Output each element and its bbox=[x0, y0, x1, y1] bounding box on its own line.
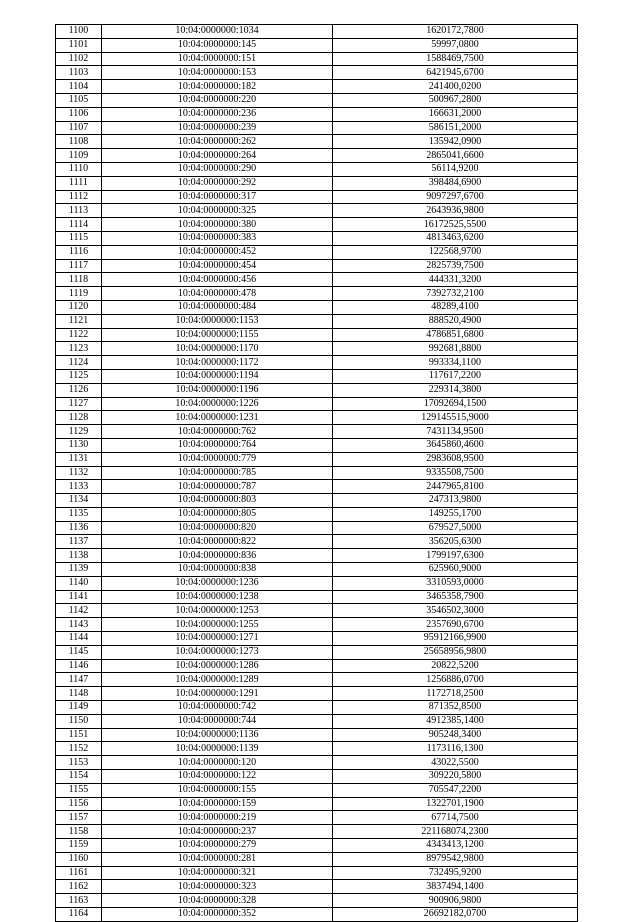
cadastral-number-cell: 10:04:0000000:742 bbox=[102, 701, 333, 715]
cadastral-number-cell: 10:04:0000000:1271 bbox=[102, 632, 333, 646]
cadastral-number-cell: 10:04:0000000:838 bbox=[102, 563, 333, 577]
cadastral-number-cell: 10:04:0000000:279 bbox=[102, 839, 333, 853]
value-cell: 888520,4900 bbox=[333, 314, 578, 328]
table-row bbox=[56, 66, 578, 80]
table-row bbox=[56, 576, 578, 590]
parcel-value-table bbox=[55, 24, 578, 922]
table-row bbox=[56, 80, 578, 94]
value-cell: 117617,2200 bbox=[333, 369, 578, 383]
value-cell: 1799197,6300 bbox=[333, 549, 578, 563]
row-number-cell: 1152 bbox=[56, 742, 102, 756]
value-cell: 444331,3200 bbox=[333, 273, 578, 287]
value-cell: 149255,1700 bbox=[333, 507, 578, 521]
table-row bbox=[56, 342, 578, 356]
table-row bbox=[56, 369, 578, 383]
row-number-cell: 1128 bbox=[56, 411, 102, 425]
table-row bbox=[56, 273, 578, 287]
value-cell: 9097297,6700 bbox=[333, 190, 578, 204]
cadastral-number-cell: 10:04:0000000:328 bbox=[102, 894, 333, 908]
value-cell: 7392732,2100 bbox=[333, 287, 578, 301]
cadastral-number-cell: 10:04:0000000:262 bbox=[102, 135, 333, 149]
value-cell: 625960,9000 bbox=[333, 563, 578, 577]
table-row bbox=[56, 507, 578, 521]
table-row bbox=[56, 852, 578, 866]
table-row bbox=[56, 25, 578, 39]
row-number-cell: 1114 bbox=[56, 218, 102, 232]
value-cell: 43022,5500 bbox=[333, 756, 578, 770]
row-number-cell: 1135 bbox=[56, 507, 102, 521]
table-row bbox=[56, 162, 578, 176]
table-row bbox=[56, 383, 578, 397]
value-cell: 1322701,1900 bbox=[333, 797, 578, 811]
cadastral-number-cell: 10:04:0000000:317 bbox=[102, 190, 333, 204]
cadastral-number-cell: 10:04:0000000:220 bbox=[102, 93, 333, 107]
cadastral-number-cell: 10:04:0000000:321 bbox=[102, 866, 333, 880]
row-number-cell: 1134 bbox=[56, 494, 102, 508]
row-number-cell: 1137 bbox=[56, 535, 102, 549]
value-cell: 309220,5800 bbox=[333, 770, 578, 784]
cadastral-number-cell: 10:04:0000000:822 bbox=[102, 535, 333, 549]
value-cell: 992681,8800 bbox=[333, 342, 578, 356]
row-number-cell: 1125 bbox=[56, 369, 102, 383]
table-row bbox=[56, 245, 578, 259]
table-row bbox=[56, 438, 578, 452]
table-row bbox=[56, 728, 578, 742]
row-number-cell: 1108 bbox=[56, 135, 102, 149]
row-number-cell: 1150 bbox=[56, 714, 102, 728]
value-cell: 3310593,0000 bbox=[333, 576, 578, 590]
row-number-cell: 1158 bbox=[56, 825, 102, 839]
cadastral-number-cell: 10:04:0000000:785 bbox=[102, 466, 333, 480]
cadastral-number-cell: 10:04:0000000:452 bbox=[102, 245, 333, 259]
row-number-cell: 1141 bbox=[56, 590, 102, 604]
table-row bbox=[56, 563, 578, 577]
table-row bbox=[56, 466, 578, 480]
row-number-cell: 1116 bbox=[56, 245, 102, 259]
table-row bbox=[56, 894, 578, 908]
cadastral-number-cell: 10:04:0000000:1153 bbox=[102, 314, 333, 328]
value-cell: 871352,8500 bbox=[333, 701, 578, 715]
row-number-cell: 1139 bbox=[56, 563, 102, 577]
value-cell: 122568,9700 bbox=[333, 245, 578, 259]
table-row bbox=[56, 52, 578, 66]
table-row bbox=[56, 38, 578, 52]
cadastral-number-cell: 10:04:0000000:1291 bbox=[102, 687, 333, 701]
cadastral-number-cell: 10:04:0000000:1172 bbox=[102, 356, 333, 370]
row-number-cell: 1160 bbox=[56, 852, 102, 866]
value-cell: 1172718,2500 bbox=[333, 687, 578, 701]
cadastral-number-cell: 10:04:0000000:803 bbox=[102, 494, 333, 508]
table-row bbox=[56, 425, 578, 439]
value-cell: 2865041,6600 bbox=[333, 149, 578, 163]
row-number-cell: 1131 bbox=[56, 452, 102, 466]
value-cell: 2825739,7500 bbox=[333, 259, 578, 273]
value-cell: 166631,2000 bbox=[333, 107, 578, 121]
value-cell: 221168074,2300 bbox=[333, 825, 578, 839]
row-number-cell: 1159 bbox=[56, 839, 102, 853]
cadastral-number-cell: 10:04:0000000:151 bbox=[102, 52, 333, 66]
table-row bbox=[56, 328, 578, 342]
row-number-cell: 1112 bbox=[56, 190, 102, 204]
value-cell: 3837494,1400 bbox=[333, 880, 578, 894]
row-number-cell: 1157 bbox=[56, 811, 102, 825]
cadastral-number-cell: 10:04:0000000:290 bbox=[102, 162, 333, 176]
cadastral-number-cell: 10:04:0000000:122 bbox=[102, 770, 333, 784]
cadastral-number-cell: 10:04:0000000:1289 bbox=[102, 673, 333, 687]
table-row bbox=[56, 742, 578, 756]
row-number-cell: 1101 bbox=[56, 38, 102, 52]
table-row bbox=[56, 93, 578, 107]
table-row bbox=[56, 535, 578, 549]
cadastral-number-cell: 10:04:0000000:159 bbox=[102, 797, 333, 811]
table-body bbox=[56, 25, 578, 922]
table-row bbox=[56, 701, 578, 715]
row-number-cell: 1100 bbox=[56, 25, 102, 39]
table-row bbox=[56, 411, 578, 425]
value-cell: 229314,3800 bbox=[333, 383, 578, 397]
row-number-cell: 1111 bbox=[56, 176, 102, 190]
value-cell: 500967,2800 bbox=[333, 93, 578, 107]
row-number-cell: 1107 bbox=[56, 121, 102, 135]
cadastral-number-cell: 10:04:0000000:1170 bbox=[102, 342, 333, 356]
row-number-cell: 1130 bbox=[56, 438, 102, 452]
value-cell: 129145515,9000 bbox=[333, 411, 578, 425]
cadastral-number-cell: 10:04:0000000:236 bbox=[102, 107, 333, 121]
cadastral-number-cell: 10:04:0000000:787 bbox=[102, 480, 333, 494]
value-cell: 25658956,9800 bbox=[333, 645, 578, 659]
cadastral-number-cell: 10:04:0000000:325 bbox=[102, 204, 333, 218]
cadastral-number-cell: 10:04:0000000:237 bbox=[102, 825, 333, 839]
table-row bbox=[56, 811, 578, 825]
table-row bbox=[56, 521, 578, 535]
table-row bbox=[56, 494, 578, 508]
value-cell: 6421945,6700 bbox=[333, 66, 578, 80]
value-cell: 4343413,1200 bbox=[333, 839, 578, 853]
table-row bbox=[56, 480, 578, 494]
table-row bbox=[56, 839, 578, 853]
cadastral-number-cell: 10:04:0000000:264 bbox=[102, 149, 333, 163]
row-number-cell: 1122 bbox=[56, 328, 102, 342]
row-number-cell: 1121 bbox=[56, 314, 102, 328]
row-number-cell: 1110 bbox=[56, 162, 102, 176]
row-number-cell: 1138 bbox=[56, 549, 102, 563]
value-cell: 20822,5200 bbox=[333, 659, 578, 673]
table-row bbox=[56, 204, 578, 218]
table-row bbox=[56, 356, 578, 370]
cadastral-number-cell: 10:04:0000000:744 bbox=[102, 714, 333, 728]
cadastral-number-cell: 10:04:0000000:182 bbox=[102, 80, 333, 94]
value-cell: 48289,4100 bbox=[333, 300, 578, 314]
cadastral-number-cell: 10:04:0000000:292 bbox=[102, 176, 333, 190]
table-row bbox=[56, 590, 578, 604]
table-row bbox=[56, 259, 578, 273]
cadastral-number-cell: 10:04:0000000:383 bbox=[102, 231, 333, 245]
value-cell: 247313,9800 bbox=[333, 494, 578, 508]
cadastral-number-cell: 10:04:0000000:478 bbox=[102, 287, 333, 301]
table-row bbox=[56, 687, 578, 701]
cadastral-number-cell: 10:04:0000000:764 bbox=[102, 438, 333, 452]
table-row bbox=[56, 783, 578, 797]
table-row bbox=[56, 190, 578, 204]
cadastral-number-cell: 10:04:0000000:239 bbox=[102, 121, 333, 135]
value-cell: 705547,2200 bbox=[333, 783, 578, 797]
value-cell: 900906,9800 bbox=[333, 894, 578, 908]
row-number-cell: 1148 bbox=[56, 687, 102, 701]
table-row bbox=[56, 756, 578, 770]
value-cell: 56114,9200 bbox=[333, 162, 578, 176]
cadastral-number-cell: 10:04:0000000:1155 bbox=[102, 328, 333, 342]
value-cell: 241400,0200 bbox=[333, 80, 578, 94]
cadastral-number-cell: 10:04:0000000:1231 bbox=[102, 411, 333, 425]
cadastral-number-cell: 10:04:0000000:456 bbox=[102, 273, 333, 287]
row-number-cell: 1161 bbox=[56, 866, 102, 880]
cadastral-number-cell: 10:04:0000000:484 bbox=[102, 300, 333, 314]
value-cell: 732495,9200 bbox=[333, 866, 578, 880]
table-row bbox=[56, 300, 578, 314]
row-number-cell: 1153 bbox=[56, 756, 102, 770]
cadastral-number-cell: 10:04:0000000:1238 bbox=[102, 590, 333, 604]
row-number-cell: 1126 bbox=[56, 383, 102, 397]
table-row bbox=[56, 770, 578, 784]
row-number-cell: 1151 bbox=[56, 728, 102, 742]
row-number-cell: 1120 bbox=[56, 300, 102, 314]
row-number-cell: 1113 bbox=[56, 204, 102, 218]
cadastral-number-cell: 10:04:0000000:762 bbox=[102, 425, 333, 439]
table-row bbox=[56, 397, 578, 411]
cadastral-number-cell: 10:04:0000000:1136 bbox=[102, 728, 333, 742]
table-row bbox=[56, 632, 578, 646]
cadastral-number-cell: 10:04:0000000:1194 bbox=[102, 369, 333, 383]
row-number-cell: 1155 bbox=[56, 783, 102, 797]
value-cell: 26692182,0700 bbox=[333, 908, 578, 922]
value-cell: 586151,2000 bbox=[333, 121, 578, 135]
value-cell: 2983608,9500 bbox=[333, 452, 578, 466]
row-number-cell: 1136 bbox=[56, 521, 102, 535]
value-cell: 356205,6300 bbox=[333, 535, 578, 549]
value-cell: 2643936,9800 bbox=[333, 204, 578, 218]
value-cell: 16172525,5500 bbox=[333, 218, 578, 232]
value-cell: 67714,7500 bbox=[333, 811, 578, 825]
cadastral-number-cell: 10:04:0000000:1236 bbox=[102, 576, 333, 590]
cadastral-number-cell: 10:04:0000000:454 bbox=[102, 259, 333, 273]
row-number-cell: 1145 bbox=[56, 645, 102, 659]
table-row bbox=[56, 149, 578, 163]
cadastral-number-cell: 10:04:0000000:1139 bbox=[102, 742, 333, 756]
row-number-cell: 1149 bbox=[56, 701, 102, 715]
cadastral-number-cell: 10:04:0000000:281 bbox=[102, 852, 333, 866]
cadastral-number-cell: 10:04:0000000:120 bbox=[102, 756, 333, 770]
row-number-cell: 1146 bbox=[56, 659, 102, 673]
row-number-cell: 1117 bbox=[56, 259, 102, 273]
table-row bbox=[56, 314, 578, 328]
row-number-cell: 1118 bbox=[56, 273, 102, 287]
row-number-cell: 1133 bbox=[56, 480, 102, 494]
row-number-cell: 1143 bbox=[56, 618, 102, 632]
row-number-cell: 1164 bbox=[56, 908, 102, 922]
row-number-cell: 1123 bbox=[56, 342, 102, 356]
value-cell: 1588469,7500 bbox=[333, 52, 578, 66]
row-number-cell: 1163 bbox=[56, 894, 102, 908]
row-number-cell: 1115 bbox=[56, 231, 102, 245]
value-cell: 1620172,7800 bbox=[333, 25, 578, 39]
value-cell: 2357690,6700 bbox=[333, 618, 578, 632]
value-cell: 679527,5000 bbox=[333, 521, 578, 535]
value-cell: 17092694,1500 bbox=[333, 397, 578, 411]
cadastral-number-cell: 10:04:0000000:1273 bbox=[102, 645, 333, 659]
row-number-cell: 1127 bbox=[56, 397, 102, 411]
table-row bbox=[56, 231, 578, 245]
value-cell: 993334,1100 bbox=[333, 356, 578, 370]
cadastral-number-cell: 10:04:0000000:153 bbox=[102, 66, 333, 80]
value-cell: 95912166,9900 bbox=[333, 632, 578, 646]
table-row bbox=[56, 908, 578, 922]
row-number-cell: 1124 bbox=[56, 356, 102, 370]
cadastral-number-cell: 10:04:0000000:1226 bbox=[102, 397, 333, 411]
cadastral-number-cell: 10:04:0000000:1196 bbox=[102, 383, 333, 397]
value-cell: 1173116,1300 bbox=[333, 742, 578, 756]
cadastral-number-cell: 10:04:0000000:352 bbox=[102, 908, 333, 922]
value-cell: 2447965,8100 bbox=[333, 480, 578, 494]
value-cell: 59997,0800 bbox=[333, 38, 578, 52]
value-cell: 7431134,9500 bbox=[333, 425, 578, 439]
value-cell: 3546502,3000 bbox=[333, 604, 578, 618]
row-number-cell: 1106 bbox=[56, 107, 102, 121]
table-row bbox=[56, 107, 578, 121]
table-row bbox=[56, 866, 578, 880]
value-cell: 9335508,7500 bbox=[333, 466, 578, 480]
table-row bbox=[56, 797, 578, 811]
table-row bbox=[56, 452, 578, 466]
row-number-cell: 1132 bbox=[56, 466, 102, 480]
cadastral-number-cell: 10:04:0000000:1255 bbox=[102, 618, 333, 632]
table-row bbox=[56, 604, 578, 618]
value-cell: 1256886,0700 bbox=[333, 673, 578, 687]
table-row bbox=[56, 645, 578, 659]
row-number-cell: 1109 bbox=[56, 149, 102, 163]
table-row bbox=[56, 549, 578, 563]
cadastral-number-cell: 10:04:0000000:219 bbox=[102, 811, 333, 825]
value-cell: 8979542,9800 bbox=[333, 852, 578, 866]
cadastral-number-cell: 10:04:0000000:1286 bbox=[102, 659, 333, 673]
row-number-cell: 1104 bbox=[56, 80, 102, 94]
value-cell: 398484,6900 bbox=[333, 176, 578, 190]
cadastral-number-cell: 10:04:0000000:1034 bbox=[102, 25, 333, 39]
row-number-cell: 1147 bbox=[56, 673, 102, 687]
row-number-cell: 1103 bbox=[56, 66, 102, 80]
cadastral-number-cell: 10:04:0000000:779 bbox=[102, 452, 333, 466]
row-number-cell: 1102 bbox=[56, 52, 102, 66]
cadastral-number-cell: 10:04:0000000:836 bbox=[102, 549, 333, 563]
cadastral-number-cell: 10:04:0000000:820 bbox=[102, 521, 333, 535]
cadastral-number-cell: 10:04:0000000:145 bbox=[102, 38, 333, 52]
cadastral-number-cell: 10:04:0000000:155 bbox=[102, 783, 333, 797]
table-row bbox=[56, 218, 578, 232]
table-row bbox=[56, 287, 578, 301]
table-row bbox=[56, 880, 578, 894]
table-row bbox=[56, 673, 578, 687]
row-number-cell: 1154 bbox=[56, 770, 102, 784]
value-cell: 135942,0900 bbox=[333, 135, 578, 149]
value-cell: 4813463,6200 bbox=[333, 231, 578, 245]
value-cell: 3465358,7900 bbox=[333, 590, 578, 604]
cadastral-number-cell: 10:04:0000000:1253 bbox=[102, 604, 333, 618]
table-row bbox=[56, 825, 578, 839]
value-cell: 3645860,4600 bbox=[333, 438, 578, 452]
row-number-cell: 1129 bbox=[56, 425, 102, 439]
table-row bbox=[56, 714, 578, 728]
table-row bbox=[56, 659, 578, 673]
row-number-cell: 1144 bbox=[56, 632, 102, 646]
table-row bbox=[56, 121, 578, 135]
cadastral-number-cell: 10:04:0000000:805 bbox=[102, 507, 333, 521]
table-row bbox=[56, 176, 578, 190]
row-number-cell: 1140 bbox=[56, 576, 102, 590]
row-number-cell: 1142 bbox=[56, 604, 102, 618]
value-cell: 4786851,6800 bbox=[333, 328, 578, 342]
value-cell: 4912385,1400 bbox=[333, 714, 578, 728]
value-cell: 905248,3400 bbox=[333, 728, 578, 742]
row-number-cell: 1119 bbox=[56, 287, 102, 301]
row-number-cell: 1156 bbox=[56, 797, 102, 811]
row-number-cell: 1162 bbox=[56, 880, 102, 894]
cadastral-number-cell: 10:04:0000000:380 bbox=[102, 218, 333, 232]
table-row bbox=[56, 135, 578, 149]
row-number-cell: 1105 bbox=[56, 93, 102, 107]
cadastral-number-cell: 10:04:0000000:323 bbox=[102, 880, 333, 894]
table-row bbox=[56, 618, 578, 632]
